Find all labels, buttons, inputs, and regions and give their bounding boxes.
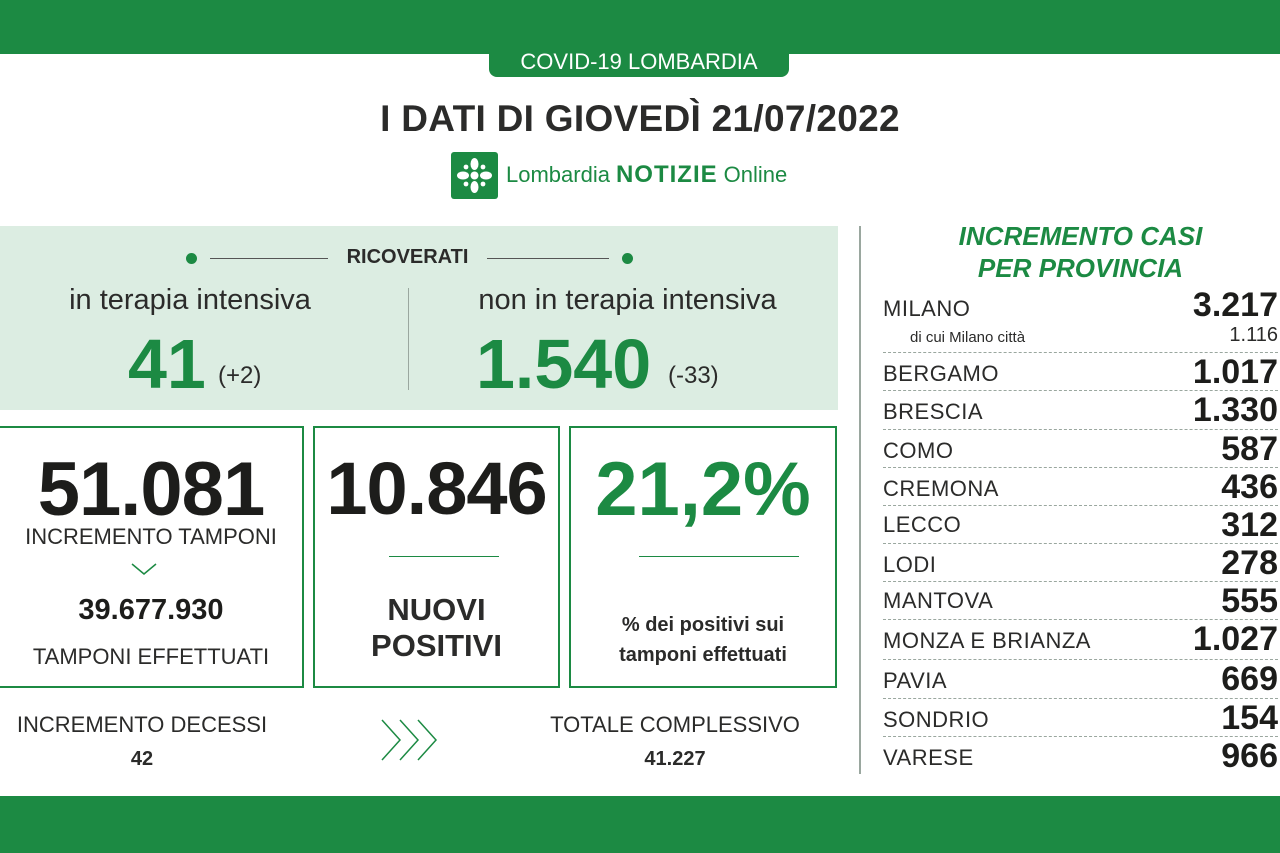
province-name: PAVIA	[883, 668, 948, 693]
province-name: LECCO	[883, 512, 962, 537]
divider	[639, 556, 799, 557]
province-row	[883, 660, 1278, 699]
province-value: 1.027	[1192, 620, 1278, 658]
percentuale-label-2: tamponi effettuati	[619, 644, 787, 666]
province-value: 1.330	[1192, 391, 1278, 429]
tamponi-label: INCREMENTO TAMPONI	[25, 524, 277, 549]
province-title-1: INCREMENTO CASI	[958, 221, 1203, 251]
province-name: MONZA E BRIANZA	[883, 628, 1091, 653]
tamponi-total: 39.677.930	[78, 594, 224, 626]
province-name: CREMONA	[883, 476, 999, 501]
tamponi-value: 51.081	[37, 447, 265, 532]
decessi-value: 42	[130, 748, 154, 770]
ricoverati-label: RICOVERATI	[346, 246, 469, 268]
province-row	[883, 737, 1278, 775]
milano-city-value: 1.116	[1229, 324, 1278, 346]
positivi-label-2: POSITIVI	[371, 628, 502, 663]
tamponi-box	[0, 426, 304, 688]
province-row-milano	[883, 286, 1278, 353]
brand-suffix: Online	[723, 162, 788, 187]
ricoverati-panel	[0, 226, 838, 410]
chevron-down-icon	[130, 562, 158, 576]
brand	[451, 151, 787, 199]
intensiva-delta: (+2)	[218, 362, 262, 389]
province-value: 312	[1221, 506, 1278, 544]
chevrons-right-icon	[380, 714, 444, 766]
divider	[389, 556, 499, 557]
province-value: 587	[1221, 430, 1278, 468]
province-name: MILANO	[883, 296, 971, 321]
dot-icon	[622, 253, 633, 264]
bottom-band	[0, 796, 1280, 853]
brand-name: Lombardia	[506, 162, 610, 187]
province-value: 669	[1221, 660, 1278, 698]
intensiva-value: 41	[128, 325, 206, 403]
percentuale-value: 21,2%	[595, 447, 811, 532]
province-row	[883, 544, 1278, 582]
province-value: 154	[1221, 699, 1278, 737]
province-row	[883, 582, 1278, 620]
non-intensiva-delta: (-33)	[668, 362, 719, 389]
province-value: 1.017	[1192, 353, 1278, 391]
divider	[487, 258, 609, 259]
vertical-divider	[408, 288, 409, 390]
province-row	[883, 468, 1278, 506]
province-name: BERGAMO	[883, 361, 999, 386]
province-value: 966	[1221, 737, 1278, 775]
province-name: VARESE	[883, 745, 974, 770]
non-intensiva-label: non in terapia intensiva	[478, 284, 777, 316]
brand-bold: NOTIZIE	[615, 161, 718, 188]
dot-icon	[186, 253, 197, 264]
province-row	[883, 620, 1278, 660]
positivi-label-1: NUOVI	[387, 592, 486, 627]
non-intensiva-value: 1.540	[476, 325, 652, 403]
brand-text	[506, 161, 787, 189]
province-title-2: PER PROVINCIA	[977, 253, 1184, 283]
province-name: MANTOVA	[883, 588, 994, 613]
province-row	[883, 430, 1278, 468]
milano-city-label: di cui Milano città	[910, 329, 1026, 346]
province-row	[883, 699, 1278, 737]
positivi-box	[313, 426, 560, 688]
province-value: 3.217	[1192, 286, 1278, 324]
decessi-label: INCREMENTO DECESSI	[16, 712, 268, 737]
province-row	[883, 353, 1278, 391]
ricoverati-header	[0, 246, 838, 272]
province-name: SONDRIO	[883, 707, 990, 732]
totale-label: TOTALE COMPLESSIVO	[550, 712, 800, 737]
totale-value: 41.227	[644, 748, 706, 770]
tamponi-total-label: TAMPONI EFFETTUATI	[32, 644, 270, 669]
percentuale-label-1: % dei positivi sui	[621, 614, 785, 636]
divider	[210, 258, 328, 259]
top-band	[0, 0, 1280, 54]
province-value: 278	[1221, 544, 1278, 582]
province-row	[883, 391, 1278, 430]
page-title: I DATI DI GIOVEDÌ 21/07/2022	[380, 98, 900, 139]
province-name: LODI	[883, 552, 937, 577]
province-name: COMO	[883, 438, 954, 463]
intensiva-label: in terapia intensiva	[69, 284, 311, 316]
vertical-divider	[859, 226, 861, 774]
lombardia-logo-icon	[451, 152, 498, 199]
province-name: BRESCIA	[883, 399, 984, 424]
province-row	[883, 506, 1278, 544]
percentuale-box	[569, 426, 837, 688]
province-value: 555	[1221, 582, 1278, 620]
province-value: 436	[1221, 468, 1278, 506]
positivi-value: 10.846	[326, 447, 547, 530]
header-badge: COVID-19 LOMBARDIA	[489, 47, 789, 77]
province-title	[883, 220, 1278, 284]
